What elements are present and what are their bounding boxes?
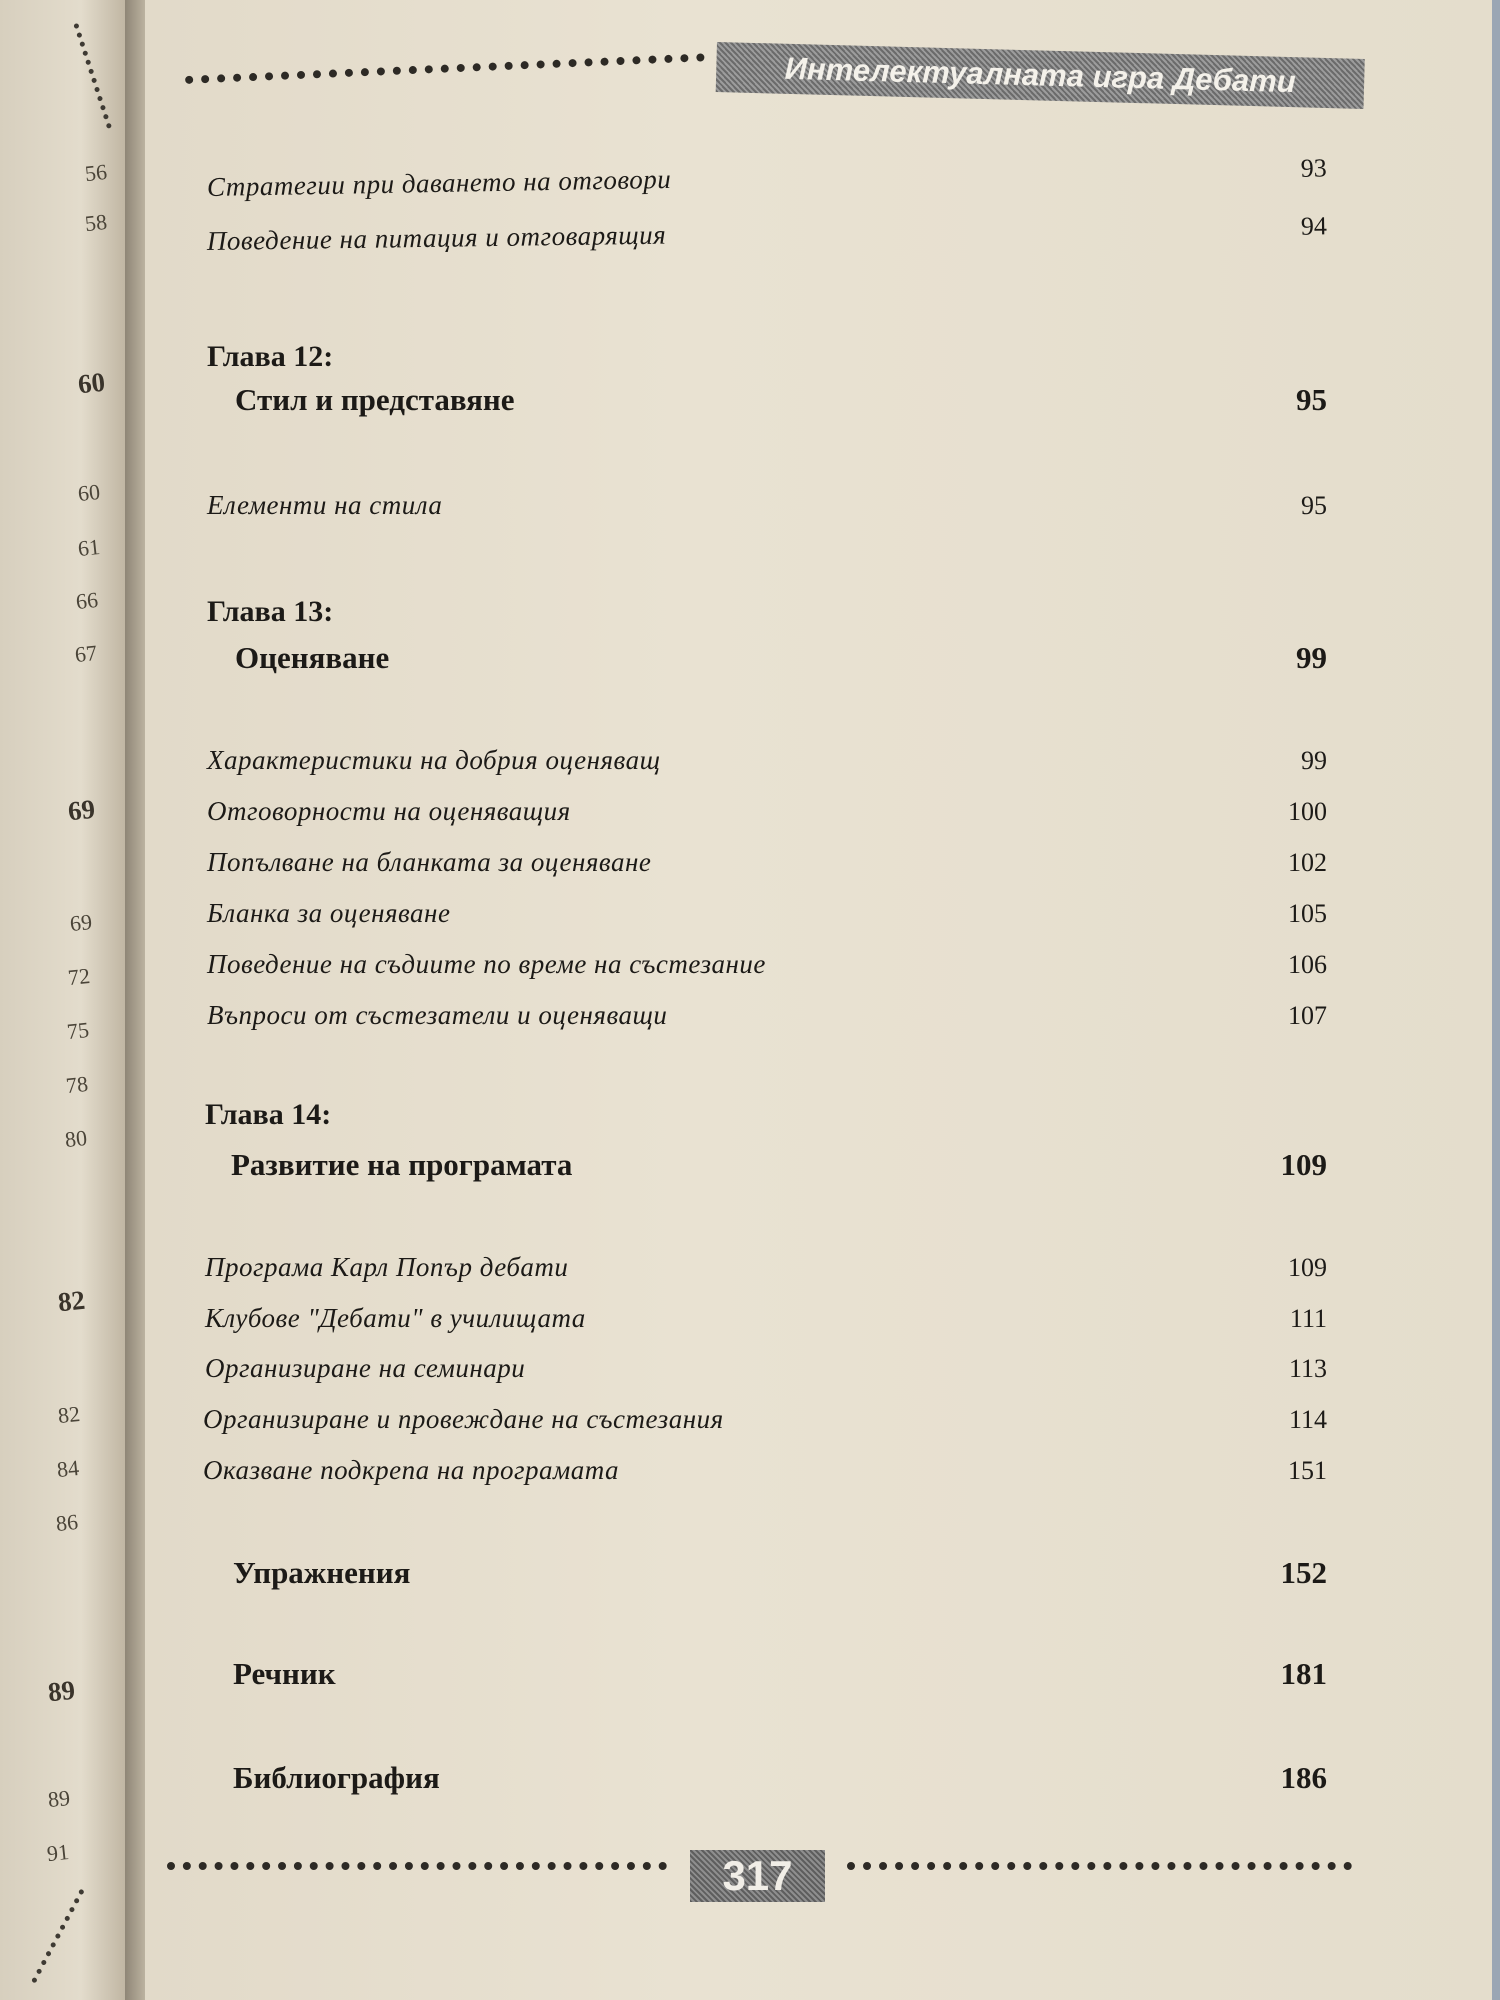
back-matter-title: Библиография: [233, 1760, 440, 1795]
left-page-edge: [0, 0, 135, 2000]
chapter-label: Глава 13:: [207, 595, 334, 628]
toc-entry: [207, 210, 1327, 266]
back-matter-page: 152: [1280, 1555, 1327, 1590]
toc-entry-page: 111: [1289, 1304, 1327, 1333]
book-page: [145, 0, 1500, 2000]
toc-entry: [205, 1303, 1327, 1343]
toc-entry-title: Организиране и провеждане на състезания: [203, 1404, 724, 1434]
left-page-number: 84: [55, 1454, 81, 1483]
back-matter-page: 186: [1280, 1760, 1327, 1795]
back-matter-title: Упражнения: [233, 1555, 411, 1590]
toc-entry-title: Отговорности на оценяващия: [207, 796, 571, 826]
toc-entry-page: 109: [1288, 1253, 1327, 1282]
back-matter-title: Речник: [233, 1656, 336, 1691]
toc-entry-page: 113: [1288, 1354, 1327, 1383]
toc-entry-page: 151: [1288, 1456, 1327, 1485]
chapter-heading: [235, 640, 1327, 676]
toc-entry-page: 93: [1300, 153, 1328, 183]
left-page-number: 89: [46, 1674, 77, 1708]
toc-entry-page: 95: [1301, 491, 1327, 520]
toc-entry-title: Клубове "Дебати" в училищата: [205, 1303, 586, 1333]
toc-entry-title: Организиране на семинари: [205, 1353, 526, 1383]
toc-entry-title: Поведение на питация и отговарящия: [206, 219, 667, 256]
toc-entry-title: Попълване на бланката за оценяване: [207, 847, 652, 877]
toc-entry: [207, 1000, 1327, 1040]
toc-entry-title: Програма Карл Попър дебати: [205, 1252, 569, 1282]
left-page-number: 91: [45, 1838, 71, 1867]
chapter-page: 99: [1296, 640, 1327, 675]
toc-entry-title: Бланка за оценяване: [207, 898, 451, 928]
left-page-number: 89: [46, 1784, 72, 1813]
left-page-number: 80: [63, 1124, 89, 1153]
toc-entry-page: 99: [1301, 746, 1327, 775]
chapter-page: 109: [1280, 1147, 1327, 1182]
left-page-number: 61: [76, 533, 102, 562]
left-page-number: 75: [65, 1016, 91, 1045]
toc-entry: [207, 898, 1327, 938]
back-matter-entry: [233, 1656, 1327, 1692]
toc-entry: [207, 949, 1327, 989]
back-matter-entry: [233, 1760, 1327, 1796]
chapter-label: Глава 12:: [207, 340, 334, 373]
back-matter-page: 181: [1280, 1656, 1327, 1691]
left-page-number: 67: [73, 639, 99, 668]
left-page-number: 72: [66, 962, 92, 991]
toc-entry: [207, 847, 1327, 887]
toc-entry-page: 105: [1288, 899, 1327, 928]
toc-entry: [203, 1455, 1327, 1495]
toc-entry-title: Въпроси от състезатели и оценяващи: [207, 1000, 668, 1030]
chapter-label: Глава 14:: [205, 1098, 332, 1131]
toc-entry: [207, 152, 1328, 212]
left-page-number: 69: [68, 908, 94, 937]
toc-entry: [207, 745, 1327, 785]
toc-entry-title: Поведение на съдиите по време на състезание: [207, 949, 766, 979]
toc-entry: [205, 1353, 1327, 1393]
toc-entry: [207, 490, 1327, 530]
left-page-number: 66: [74, 586, 100, 615]
left-page-number: 78: [64, 1070, 90, 1099]
background-edge: [1492, 0, 1500, 2000]
left-page-number: 69: [66, 793, 97, 827]
left-page-numbers: [0, 0, 135, 2000]
left-page-number: 58: [83, 208, 109, 237]
left-page-number: 82: [56, 1284, 87, 1318]
toc-entry-page: 114: [1288, 1405, 1327, 1434]
chapter-heading: [235, 382, 1327, 418]
chapter-page: 95: [1296, 382, 1327, 417]
toc-entry-page: 100: [1288, 797, 1327, 826]
left-page-number: 86: [54, 1508, 80, 1537]
toc-entry-title: Елементи на стила: [207, 490, 443, 520]
running-header: Интелектуалната игра Дебати: [716, 42, 1365, 109]
back-matter-entry: [233, 1555, 1327, 1591]
toc-entry-page: 94: [1300, 211, 1328, 241]
page-number-badge: 317: [690, 1850, 825, 1902]
toc-entry: [203, 1404, 1327, 1444]
left-page-number: 60: [76, 366, 107, 400]
footer-dotted-rule-right: [847, 1862, 1352, 1870]
toc-entry-title: Оказване подкрепа на програмата: [203, 1455, 620, 1485]
toc-entry-page: 107: [1288, 1001, 1327, 1030]
chapter-title: Стил и представяне: [235, 382, 515, 417]
toc-entry-page: 102: [1288, 848, 1327, 877]
toc-entry-title: Стратегии при даването на отговори: [206, 163, 672, 202]
toc-entry-title: Характеристики на добрия оценяващ: [207, 745, 661, 775]
table-of-contents: [145, 0, 1500, 2000]
left-page-number: 60: [76, 478, 102, 507]
toc-entry: [205, 1252, 1327, 1292]
toc-entry: [207, 796, 1327, 836]
footer-dotted-rule-left: [167, 1862, 667, 1870]
chapter-title: Оценяване: [235, 640, 390, 675]
toc-entry-page: 106: [1288, 950, 1327, 979]
left-page-number: 56: [83, 158, 109, 187]
chapter-heading: [231, 1147, 1327, 1183]
left-page-number: 82: [56, 1400, 82, 1429]
chapter-title: Развитие на програмата: [231, 1147, 573, 1182]
